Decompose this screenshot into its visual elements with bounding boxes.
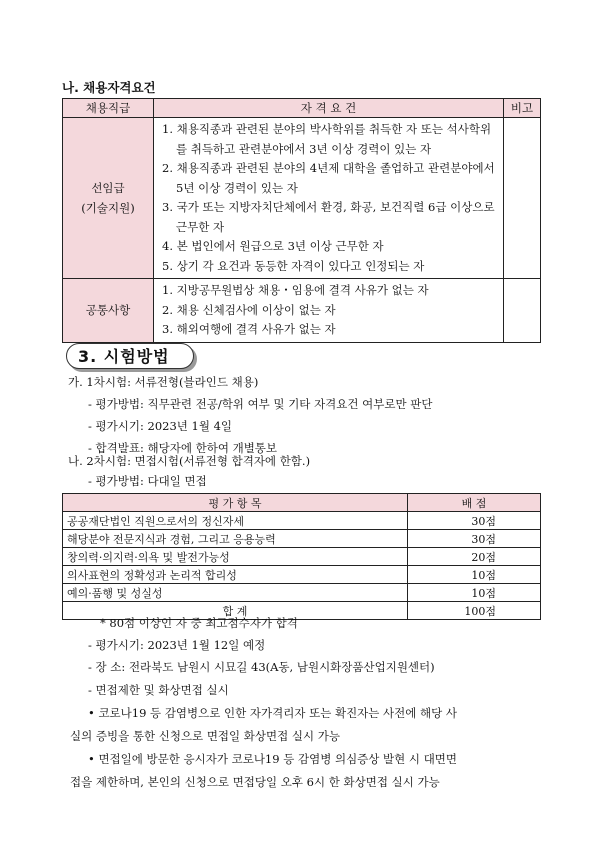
score-item: 공공재단법인 직원으로서의 정신자세 [63, 512, 408, 530]
category-cell [63, 118, 154, 279]
header-position: 채용직급 [63, 99, 154, 118]
requirement-item: 1. 지방공무원법상 채용・임용에 결격 사유가 없는 자 [162, 283, 429, 297]
exam-line: - 면접제한 및 화상면접 실시 [88, 683, 229, 697]
score-total-points: 100점 [408, 602, 541, 620]
requirement-item: 2. 채용직종과 관련된 분야의 4년제 대학을 졸업하고 관련분야에서 5년 이상 경력이 있는 자 [162, 161, 495, 195]
requirement-item: 2. 채용 신체검사에 이상이 없는 자 [162, 302, 336, 317]
header-note: 비고 [504, 99, 541, 118]
requirements-cell [154, 118, 504, 279]
category-label: 공통사항 [85, 303, 131, 318]
score-row [63, 512, 541, 530]
exam-line: - 평가방법: 직무관련 전공/학위 여부 및 기타 자격요건 여부로만 판단 [88, 397, 433, 411]
category-label: 선임급 [91, 181, 125, 195]
bullet-line-continued: 접을 제한하며, 본인의 신청으로 면접당일 오후 6시 한 화상면접 실시 가능 [70, 775, 440, 789]
qualification-row-senior [63, 118, 541, 279]
score-item: 창의력·의지력·의욕 및 발전가능성 [63, 548, 408, 566]
score-row [63, 566, 541, 584]
exam-second-stage: 나. 2차시험: 면접시험(서류전형 합격자에 한함.) [68, 454, 311, 468]
bullet-line-continued: 실의 증빙을 통한 신청으로 면접일 화상면접 실시 가능 [70, 729, 340, 743]
score-total-label: 합 계 [63, 602, 408, 620]
category-cell [63, 279, 154, 343]
passing-criteria-note: * 80점 이상인 자 중 최고점수자가 합격 [100, 616, 298, 630]
score-header-row [63, 494, 541, 512]
score-points: 10점 [408, 566, 541, 584]
bullet-line: • 면접일에 방문한 응시자가 코로나19 등 감염병 의심증상 발현 시 대면면 [88, 752, 458, 766]
exam-line: - 장 소: 전라북도 남원시 시묘길 43(A동, 남원시화장품산업지원센터) [88, 660, 435, 674]
score-header-item: 평 가 항 목 [63, 494, 408, 512]
requirements-cell [154, 279, 504, 343]
score-row [63, 548, 541, 566]
section-badge-title: 3. 시험방법 [78, 347, 170, 366]
category-sublabel: (기술지원) [81, 201, 135, 215]
section-title-qualifications: 나. 채용자격요건 [62, 80, 156, 95]
score-row [63, 530, 541, 548]
score-item: 예의·품행 및 성실성 [63, 584, 408, 602]
requirement-item: 1. 채용직종과 관련된 분야의 박사학위를 취득한 자 또는 석사학위를 취득하고 관련분야에서 3년 이상 경력이 있는 자 [162, 122, 492, 156]
exam-first-stage: 가. 1차시험: 서류전형(블라인드 채용) [68, 375, 259, 389]
requirement-item: 3. 국가 또는 지방자치단체에서 환경, 화공, 보건직렬 6급 이상으로 근무한 자 [162, 200, 495, 234]
score-row [63, 584, 541, 602]
score-points: 20점 [408, 548, 541, 566]
header-requirements: 자 격 요 건 [154, 99, 504, 118]
exam-line: - 평가방법: 다대일 면접 [88, 474, 207, 488]
requirement-item: 5. 상기 각 요건과 동등한 자격이 있다고 인정되는 자 [162, 258, 425, 273]
score-table [62, 493, 541, 620]
requirement-item: 3. 해외여행에 결격 사유가 없는 자 [162, 322, 336, 336]
score-points: 30점 [408, 512, 541, 530]
requirement-item: 4. 본 법인에서 원급으로 3년 이상 근무한 자 [162, 239, 384, 253]
score-points: 30점 [408, 530, 541, 548]
score-points: 10점 [408, 584, 541, 602]
bullet-line: • 코로나19 등 감염병으로 인한 자가격리자 또는 확진자는 사전에 해당 사 [88, 706, 458, 720]
note-cell [504, 118, 541, 279]
score-item: 의사표현의 정확성과 논리적 합리성 [63, 566, 408, 584]
note-cell [504, 279, 541, 343]
qualification-row-common [63, 279, 541, 343]
exam-line: - 평가시기: 2023년 1월 12일 예정 [88, 638, 266, 652]
score-item: 해당분야 전문지식과 경험, 그리고 응용능력 [63, 530, 408, 548]
exam-line: - 합격발표: 해당자에 한하여 개별통보 [88, 441, 278, 455]
qualification-header-row [63, 99, 541, 118]
exam-line: - 평가시기: 2023년 1월 4일 [88, 419, 233, 433]
score-header-points: 배 점 [408, 494, 541, 512]
qualification-table [62, 98, 541, 343]
